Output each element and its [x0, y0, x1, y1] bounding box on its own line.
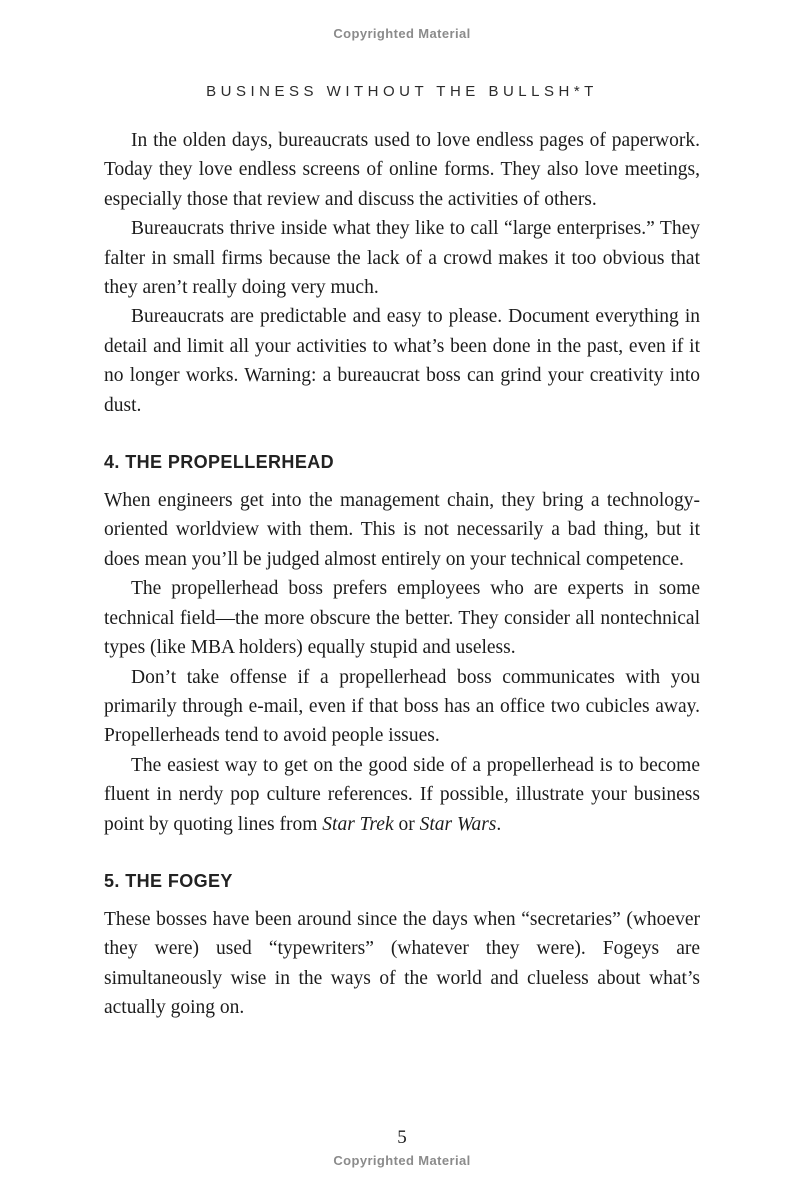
paragraph: [104, 751, 700, 839]
running-header: BUSINESS WITHOUT THE BULLSH*T: [206, 83, 598, 100]
paragraph: The propellerhead boss prefers employees who are experts in some technical field—the more obscure the better. They consider all nontechnical types (like MBA holders) equally stupid and useless.: [104, 578, 700, 659]
paragraph: When engineers get into the management chain, they bring a technology-oriented worldview with them. This is not necessarily a bad thing, but it does mean you’ll be judged almost entirely on your technical competence.: [104, 490, 700, 570]
copyright-notice-bottom: Copyrighted Material: [333, 1153, 471, 1168]
paragraph: In the olden days, bureaucrats used to love endless pages of paperwork. Today they love endless screens of online forms. They also love meetings, especially those that review and discuss the activities of others.: [104, 130, 700, 210]
section-heading-propellerhead: 4. THE PROPELLERHEAD: [104, 452, 335, 473]
page-content: [104, 126, 700, 1023]
text-segment: or: [393, 813, 420, 835]
text-segment: The easiest way to get on the good side of a propellerhead is to become fluent in nerdy pop culture references. If possible, illustrate your business point by quoting lines from: [104, 754, 700, 835]
copyright-notice-top: Copyrighted Material: [333, 26, 471, 41]
text-segment: .: [496, 813, 502, 835]
paragraph: Bureaucrats thrive inside what they like to call “large enterprises.” They falter in small firms because the lack of a crowd makes it too obvious that they aren’t really doing very much.: [104, 218, 700, 299]
italic-title-segment: Star Trek: [322, 813, 394, 835]
italic-title-segment: Star Wars: [419, 813, 497, 835]
page-footer: [104, 1127, 700, 1168]
paragraph: Bureaucrats are predictable and easy to please. Document everything in detail and limit all your activities to what’s been done in the past, even if it no longer works. Warning: a bureaucrat boss can grind your creativity into dust.: [104, 306, 700, 416]
paragraph: These bosses have been around since the days when “secretaries” (whoever they were) used “typewriters” (whatever they were). Fogeys are simultaneously wise in the ways of the world and clueless about what’s actually going on.: [104, 908, 700, 1019]
paragraph: Don’t take offense if a propellerhead boss communicates with you primarily through e-mail, even if that boss has an office two cubicles away. Propellerheads tend to avoid people issues.: [104, 666, 700, 747]
section-heading-fogey: 5. THE FOGEY: [104, 870, 233, 891]
page-number: 5: [397, 1127, 407, 1148]
